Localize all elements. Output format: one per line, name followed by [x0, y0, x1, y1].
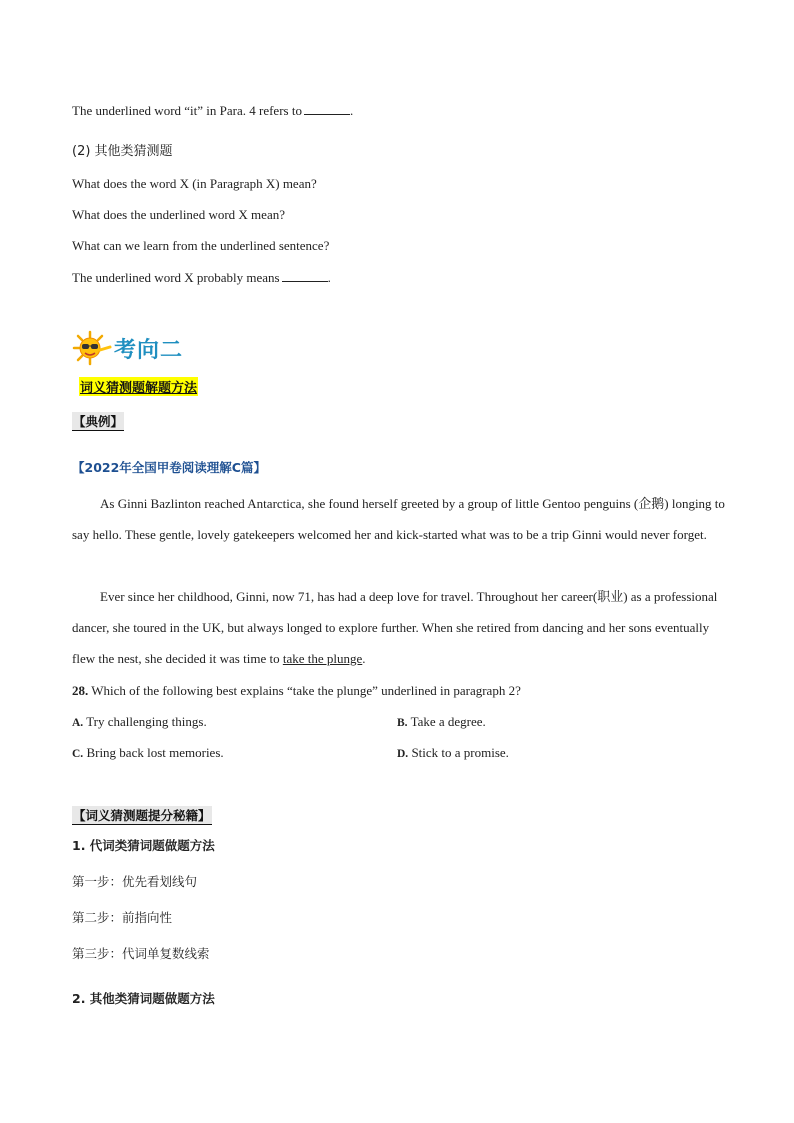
- underlined-phrase: take the plunge: [282, 651, 363, 666]
- tips-heading-pronoun: 1. 代词类猜词题做题方法: [72, 838, 215, 853]
- prompt-text: What does the underlined word X mean?: [72, 207, 285, 222]
- option-letter: C.: [72, 748, 84, 760]
- prompt-line-probably-means: [72, 270, 331, 286]
- prompt-line-word-mean: [72, 176, 317, 192]
- prompt-text: What does the word X (in Paragraph X) mean?: [72, 176, 317, 191]
- prompt-line-underlined-word: [72, 207, 285, 223]
- paragraph-text: Ever since her childhood, Ginni, now 71, has had a deep love for travel. Throughout her career(职业) as a professional dancer, she toured in the UK, but always longed to explore further. When she retired from dancing and her sons eventually flew the nest, she decided it was time to: [72, 589, 718, 666]
- option-c: [72, 745, 224, 761]
- option-text: Stick to a promise.: [411, 745, 509, 760]
- step-3: 第三步：代词单复数线索: [72, 946, 210, 961]
- sun-sunglasses-icon: [72, 330, 112, 366]
- option-a: [72, 714, 207, 730]
- tips-heading-other: 2. 其他类猜词题做题方法: [72, 991, 215, 1006]
- paragraph-tail: .: [362, 651, 366, 666]
- option-text: Take a degree.: [410, 714, 486, 729]
- prompt-tail: .: [349, 103, 354, 118]
- prompt-tail: .: [327, 270, 331, 285]
- option-d: [397, 745, 509, 761]
- step-2: 第二步：前指向性: [72, 910, 173, 925]
- option-text: Bring back lost memories.: [86, 745, 224, 760]
- section-heading: [72, 330, 183, 366]
- tips-label: 【词义猜测题提分秘籍】: [73, 808, 211, 823]
- passage-paragraph-1: As Ginni Bazlinton reached Antarctica, she found herself greeted by a group of little Gentoo penguins (企鹅) longing to say hello. These gentle, lovely gatekeepers welcomed her and kick-started what was to be a trip Ginni would never forget.: [72, 496, 725, 542]
- example-label: 【典例】: [73, 414, 124, 429]
- subheading-other-types: [72, 140, 173, 159]
- source-label: 【2022年全国甲卷阅读理解C篇】: [72, 460, 266, 475]
- step-1: 第一步：优先看划线句: [72, 874, 198, 889]
- question-text: Which of the following best explains “take the plunge” underlined in paragraph 2?: [91, 683, 521, 698]
- option-letter: A.: [72, 717, 84, 729]
- answer-blank: [282, 270, 328, 282]
- question-stem: [72, 683, 521, 699]
- answer-blank: [304, 103, 350, 115]
- prompt-text: The underlined word “it” in Para. 4 refers to: [72, 103, 302, 118]
- question-number: 28.: [72, 683, 89, 698]
- prompt-text: The underlined word X probably means: [72, 270, 280, 285]
- option-letter: D.: [397, 748, 409, 760]
- passage-paragraph-2: [72, 581, 732, 674]
- section-title: 考向二: [114, 337, 184, 363]
- option-text: Try challenging things.: [86, 714, 207, 729]
- prompt-line-underlined-sentence: [72, 238, 329, 254]
- prompt-text: What can we learn from the underlined sentence?: [72, 238, 330, 253]
- method-title: 词义猜测题解题方法: [79, 377, 198, 396]
- option-b: [397, 714, 486, 730]
- prompt-line-it: [72, 103, 353, 119]
- prompt-text: (2) 其他类猜测题: [72, 144, 173, 159]
- option-letter: B.: [397, 717, 408, 729]
